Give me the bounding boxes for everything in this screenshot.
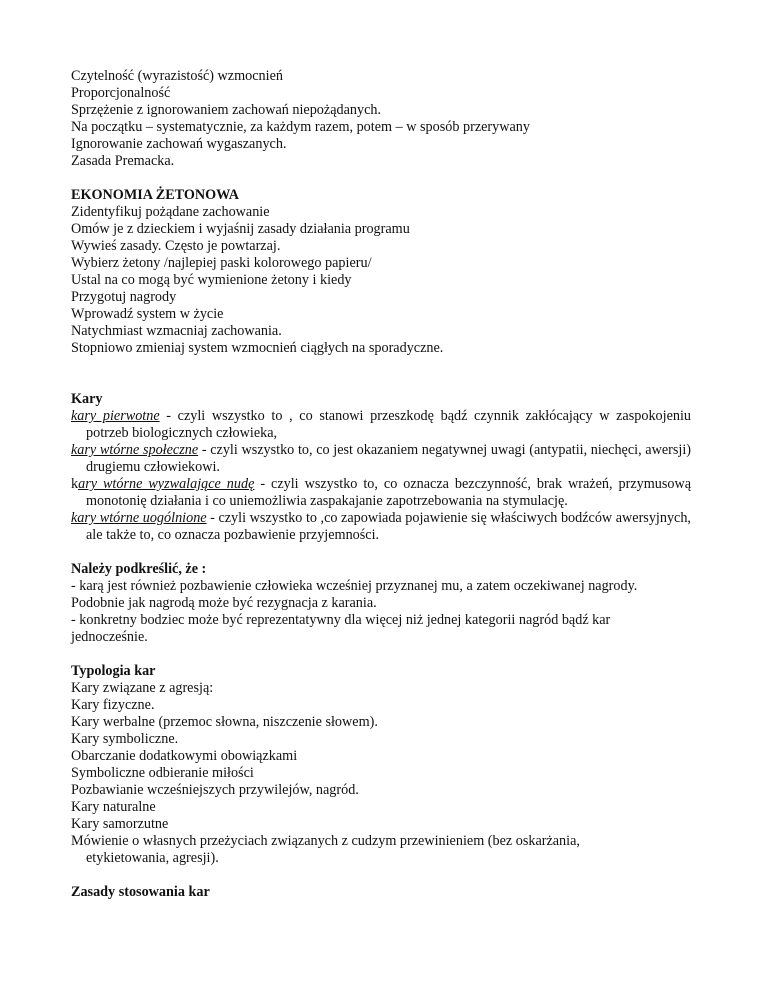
list-item: Kary werbalne (przemoc słowna, niszczenie słowem). (71, 714, 378, 730)
spacer (71, 357, 691, 391)
list-item: Kary związane z agresją: (71, 680, 214, 696)
list-item: Wywieś zasady. Często je powtarzaj. (71, 238, 281, 254)
list-item: Proporcjonalność (71, 85, 171, 101)
section-heading: Należy podkreślić, że : (71, 561, 207, 577)
term: kary wtórne społeczne (71, 442, 199, 458)
list-item: Stopniowo zmieniaj system wzmocnień ciągłych na sporadyczne. (71, 340, 444, 356)
list-item: Wprowadź system w życie (71, 306, 224, 322)
term: kary pierwotne (71, 408, 160, 424)
intro-list (71, 68, 691, 170)
list-item: Kary naturalne (71, 799, 156, 815)
token-economy-section (71, 187, 691, 357)
section-heading: EKONOMIA ŻETONOWA (71, 187, 240, 203)
note-line: - konkretny bodziec może być reprezentatywny dla więcej niż jednej kategorii nagród bądź kar (71, 612, 611, 628)
list-item: Zasada Premacka. (71, 153, 175, 169)
section-heading: Kary (71, 391, 103, 407)
punishments-section (71, 391, 691, 544)
note-section (71, 561, 691, 646)
definition-text: - czyli wszystko to ,co zapowiada pojawienie się właściwych bodźców awersyjnych, ale także to, co oznacza pozbawienie przyjemności. (86, 510, 691, 543)
list-item: Przygotuj nagrody (71, 289, 177, 305)
list-item: Na początku – systematycznie, za każdym razem, potem – w sposób przerywany (71, 119, 530, 135)
punishment-definition (71, 408, 691, 442)
list-item: Wybierz żetony /najlepiej paski kolorowego papieru/ (71, 255, 372, 271)
definition-text: - czyli wszystko to , co stanowi przeszkodę bądź czynnik zakłócający w zaspokojeniu potrzeb biologicznych człowieka, (86, 408, 691, 441)
list-item: Sprzężenie z ignorowaniem zachowań niepożądanych. (71, 102, 382, 118)
punishment-definition (71, 442, 691, 476)
list-item: Mówienie o własnych przeżyciach związanych z cudzym przewinieniem (bez oskarżania, etykietowania, agresji). (71, 833, 580, 866)
list-item: Kary symboliczne. (71, 731, 179, 747)
spacer (71, 544, 691, 561)
list-item: Ignorowanie zachowań wygaszanych. (71, 136, 287, 152)
list-item: Ustal na co mogą być wymienione żetony i kiedy (71, 272, 352, 288)
section-heading: Zasady stosowania kar (71, 884, 210, 900)
note-line: - karą jest również pozbawienie człowieka wcześniej przyznanej mu, a zatem oczekiwanej nagrody. (71, 578, 638, 594)
term-prefix: k (71, 476, 79, 492)
term: kary wtórne uogólnione (71, 510, 207, 526)
spacer (71, 170, 691, 187)
list-item: Zidentyfikuj pożądane zachowanie (71, 204, 270, 220)
document-page (71, 68, 691, 901)
list-item: Kary fizyczne. (71, 697, 155, 713)
note-line: jednocześnie. (71, 629, 148, 645)
spacer (71, 867, 691, 884)
punishment-definition (71, 510, 691, 544)
punishment-definition (71, 476, 691, 510)
list-item: Obarczanie dodatkowymi obowiązkami (71, 748, 298, 764)
list-item: Omów je z dzieckiem i wyjaśnij zasady działania programu (71, 221, 410, 237)
rules-section (71, 884, 691, 901)
list-item: Pozbawianie wcześniejszych przywilejów, nagród. (71, 782, 359, 798)
list-item: Czytelność (wyrazistość) wzmocnień (71, 68, 283, 84)
list-item: Symboliczne odbieranie miłości (71, 765, 254, 781)
definition-text: - czyli wszystko to, co jest okazaniem negatywnej uwagi (antypatii, niechęci, awersji) drugiemu człowiekowi. (86, 442, 691, 475)
term: ary wtórne wyzwalające nudę (78, 476, 255, 492)
spacer (71, 646, 691, 663)
list-item: Kary samorzutne (71, 816, 169, 832)
note-line: Podobnie jak nagrodą może być rezygnacja z karania. (71, 595, 377, 611)
typology-section (71, 663, 691, 867)
list-item: Natychmiast wzmacniaj zachowania. (71, 323, 282, 339)
section-heading: Typologia kar (71, 663, 156, 679)
definition-text: - czyli wszystko to, co oznacza bezczynność, brak wrażeń, przymusową monotonię działania i co uniemożliwia zaspakajanie zapotrzebowania na stymulację. (86, 476, 691, 509)
